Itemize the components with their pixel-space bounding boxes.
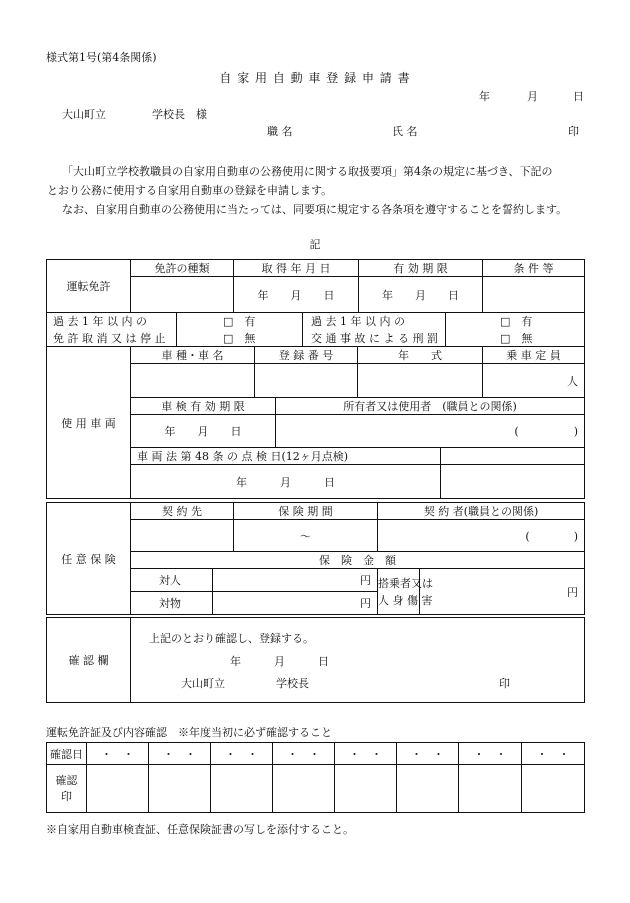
date-year: 年 — [479, 90, 490, 103]
confirm-label: 確 認 欄 — [47, 618, 131, 703]
revocation-no[interactable]: □ 無 — [177, 330, 303, 347]
vehicle-capacity-header: 乗 車 定 員 — [483, 347, 585, 364]
check-table — [46, 742, 585, 813]
license-conditions-header: 条 件 等 — [483, 260, 585, 277]
check-seal-label-1: 確認 — [55, 773, 78, 787]
applicant-name: 氏 名 — [392, 125, 418, 138]
page-title: 自 家 用 自 動 車 登 録 申 請 書 — [219, 71, 411, 85]
check-date-cell-2[interactable]: ・ ・ — [149, 743, 211, 765]
check-date-blank-top — [441, 448, 585, 465]
body-para2: なお、自家用自動車の公務使用に当たっては、同要項に規定する各条項を遵守することを誓約します。 — [62, 203, 568, 216]
license-acquired-header: 取 得 年 月 日 — [234, 260, 359, 277]
bodily-label: 対人 — [131, 569, 213, 592]
passenger-label-2: 人 身 傷 害 — [378, 593, 433, 607]
check-seal-label-2: 印 — [61, 789, 72, 803]
property-yen[interactable]: 円 — [213, 592, 378, 615]
addressee-principal: 学校長 様 — [152, 108, 207, 121]
check-date-header: 車 両 法 第 48 条 の 点 検 日(12ヶ月点検) — [131, 448, 441, 465]
vehicle-year-header: 年 式 — [358, 347, 483, 364]
check-date-cell-5[interactable]: ・ ・ — [335, 743, 397, 765]
license-label: 運転免許 — [47, 260, 131, 313]
property-label: 対物 — [131, 592, 213, 615]
passenger-label — [378, 569, 433, 615]
revocation-label-1: 過 去 1 年 以 内 の — [47, 313, 177, 330]
check-date-cell-8[interactable]: ・ ・ — [522, 743, 585, 765]
confirm-body[interactable] — [131, 618, 585, 703]
passenger-label-1: 搭乗者又は — [378, 576, 433, 590]
insurance-label: 任 意 保 険 — [47, 503, 131, 615]
accident-label-1: 過 去 1 年 以 内 の — [303, 313, 446, 330]
check-seal-label — [47, 765, 87, 813]
passenger-yen[interactable]: 円 — [420, 569, 585, 615]
accident-label-2: 交 通 事 故 に よ る 刑 罰 — [303, 330, 446, 347]
owner-relation[interactable]: ( ) — [276, 415, 585, 448]
check-seal-cell-3[interactable] — [211, 765, 273, 813]
check-seal-cell-6[interactable] — [397, 765, 459, 813]
period-header: 保 険 期 間 — [234, 503, 378, 520]
check-seal-cell-4[interactable] — [273, 765, 335, 813]
check-seal-cell-8[interactable] — [522, 765, 585, 813]
vehicle-reg-header: 登 録 番 号 — [255, 347, 358, 364]
applicant-seal: 印 — [568, 125, 579, 138]
confirm-town: 大山町立 — [181, 677, 225, 690]
vehicle-type-cell[interactable] — [131, 364, 255, 398]
insurance-table — [46, 502, 585, 615]
body-para1-line2: とおり公務に使用する自家用自動車の登録を申請します。 — [47, 184, 333, 197]
form-number: 様式第1号(第4条関係) — [46, 51, 157, 64]
accident-yes[interactable]: □ 有 — [446, 313, 585, 330]
vehicle-reg-cell[interactable] — [255, 364, 358, 398]
holder-header: 契 約 者(職員との関係) — [378, 503, 585, 520]
vehicle-type-header: 車 種・車 名 — [131, 347, 255, 364]
insurer-header: 契 約 先 — [131, 503, 234, 520]
check-date-cell-6[interactable]: ・ ・ — [397, 743, 459, 765]
confirm-date: 年 月 日 — [230, 655, 329, 668]
check-seal-cell-2[interactable] — [149, 765, 211, 813]
vehicle-year-cell[interactable] — [358, 364, 483, 398]
vehicle-capacity-unit[interactable]: 人 — [483, 364, 585, 398]
confirm-principal: 学校長 — [276, 677, 309, 690]
revocation-label-2: 免 許 取 消 又 は 停 止 — [47, 330, 177, 347]
license-type-header: 免許の種類 — [131, 260, 234, 277]
confirm-seal: 印 — [499, 677, 510, 690]
check-date-blank[interactable] — [441, 465, 585, 499]
confirm-table — [46, 617, 585, 703]
license-acquired-date[interactable]: 年 月 日 — [234, 277, 359, 313]
footnote: ※自家用自動車検査証、任意保険証書の写しを添付すること。 — [46, 823, 354, 836]
confirm-text: 上記のとおり確認し、登録する。 — [149, 632, 314, 645]
date-day: 日 — [573, 90, 584, 103]
check-seal-cell-1[interactable] — [87, 765, 149, 813]
license-valid-header: 有 効 期 限 — [359, 260, 483, 277]
inspection-date[interactable]: 年 月 日 — [131, 415, 276, 448]
license-valid-date[interactable]: 年 月 日 — [359, 277, 483, 313]
check-seal-cell-5[interactable] — [335, 765, 397, 813]
check-section-title: 運転免許証及び内容確認 ※年度当初に必ず確認すること — [46, 726, 332, 739]
license-conditions-cell[interactable] — [483, 277, 585, 313]
owner-header: 所有者又は使用者 (職員との関係) — [276, 398, 585, 415]
license-type-cell[interactable] — [131, 277, 234, 313]
applicant-position: 職 名 — [267, 125, 293, 138]
check-date[interactable]: 年 月 日 — [131, 465, 441, 499]
addressee-town: 大山町立 — [62, 108, 106, 121]
holder-relation[interactable]: ( ) — [378, 520, 585, 552]
ki-heading: 記 — [309, 238, 321, 251]
amount-header: 保 険 金 額 — [131, 552, 585, 569]
accident-no[interactable]: □ 無 — [446, 330, 585, 347]
check-date-cell-7[interactable]: ・ ・ — [459, 743, 522, 765]
check-seal-cell-7[interactable] — [459, 765, 522, 813]
inspection-header: 車 検 有 効 期 限 — [131, 398, 276, 415]
period-tilde[interactable]: 〜 — [234, 520, 378, 552]
license-table — [46, 259, 585, 313]
check-date-label: 確認日 — [47, 743, 87, 765]
vehicle-label: 使 用 車 両 — [47, 347, 131, 499]
check-date-cell-1[interactable]: ・ ・ — [87, 743, 149, 765]
vehicle-table — [46, 346, 585, 499]
date-month: 月 — [527, 90, 538, 103]
body-para1-line1: 「大山町立学校教職員の自家用自動車の公務使用に関する取扱要項」第4条の規定に基づき、下記の — [62, 165, 553, 178]
check-date-cell-4[interactable]: ・ ・ — [273, 743, 335, 765]
history-table — [46, 312, 585, 347]
bodily-yen[interactable]: 円 — [213, 569, 378, 592]
insurer-cell[interactable] — [131, 520, 234, 552]
check-date-cell-3[interactable]: ・ ・ — [211, 743, 273, 765]
revocation-yes[interactable]: □ 有 — [177, 313, 303, 330]
